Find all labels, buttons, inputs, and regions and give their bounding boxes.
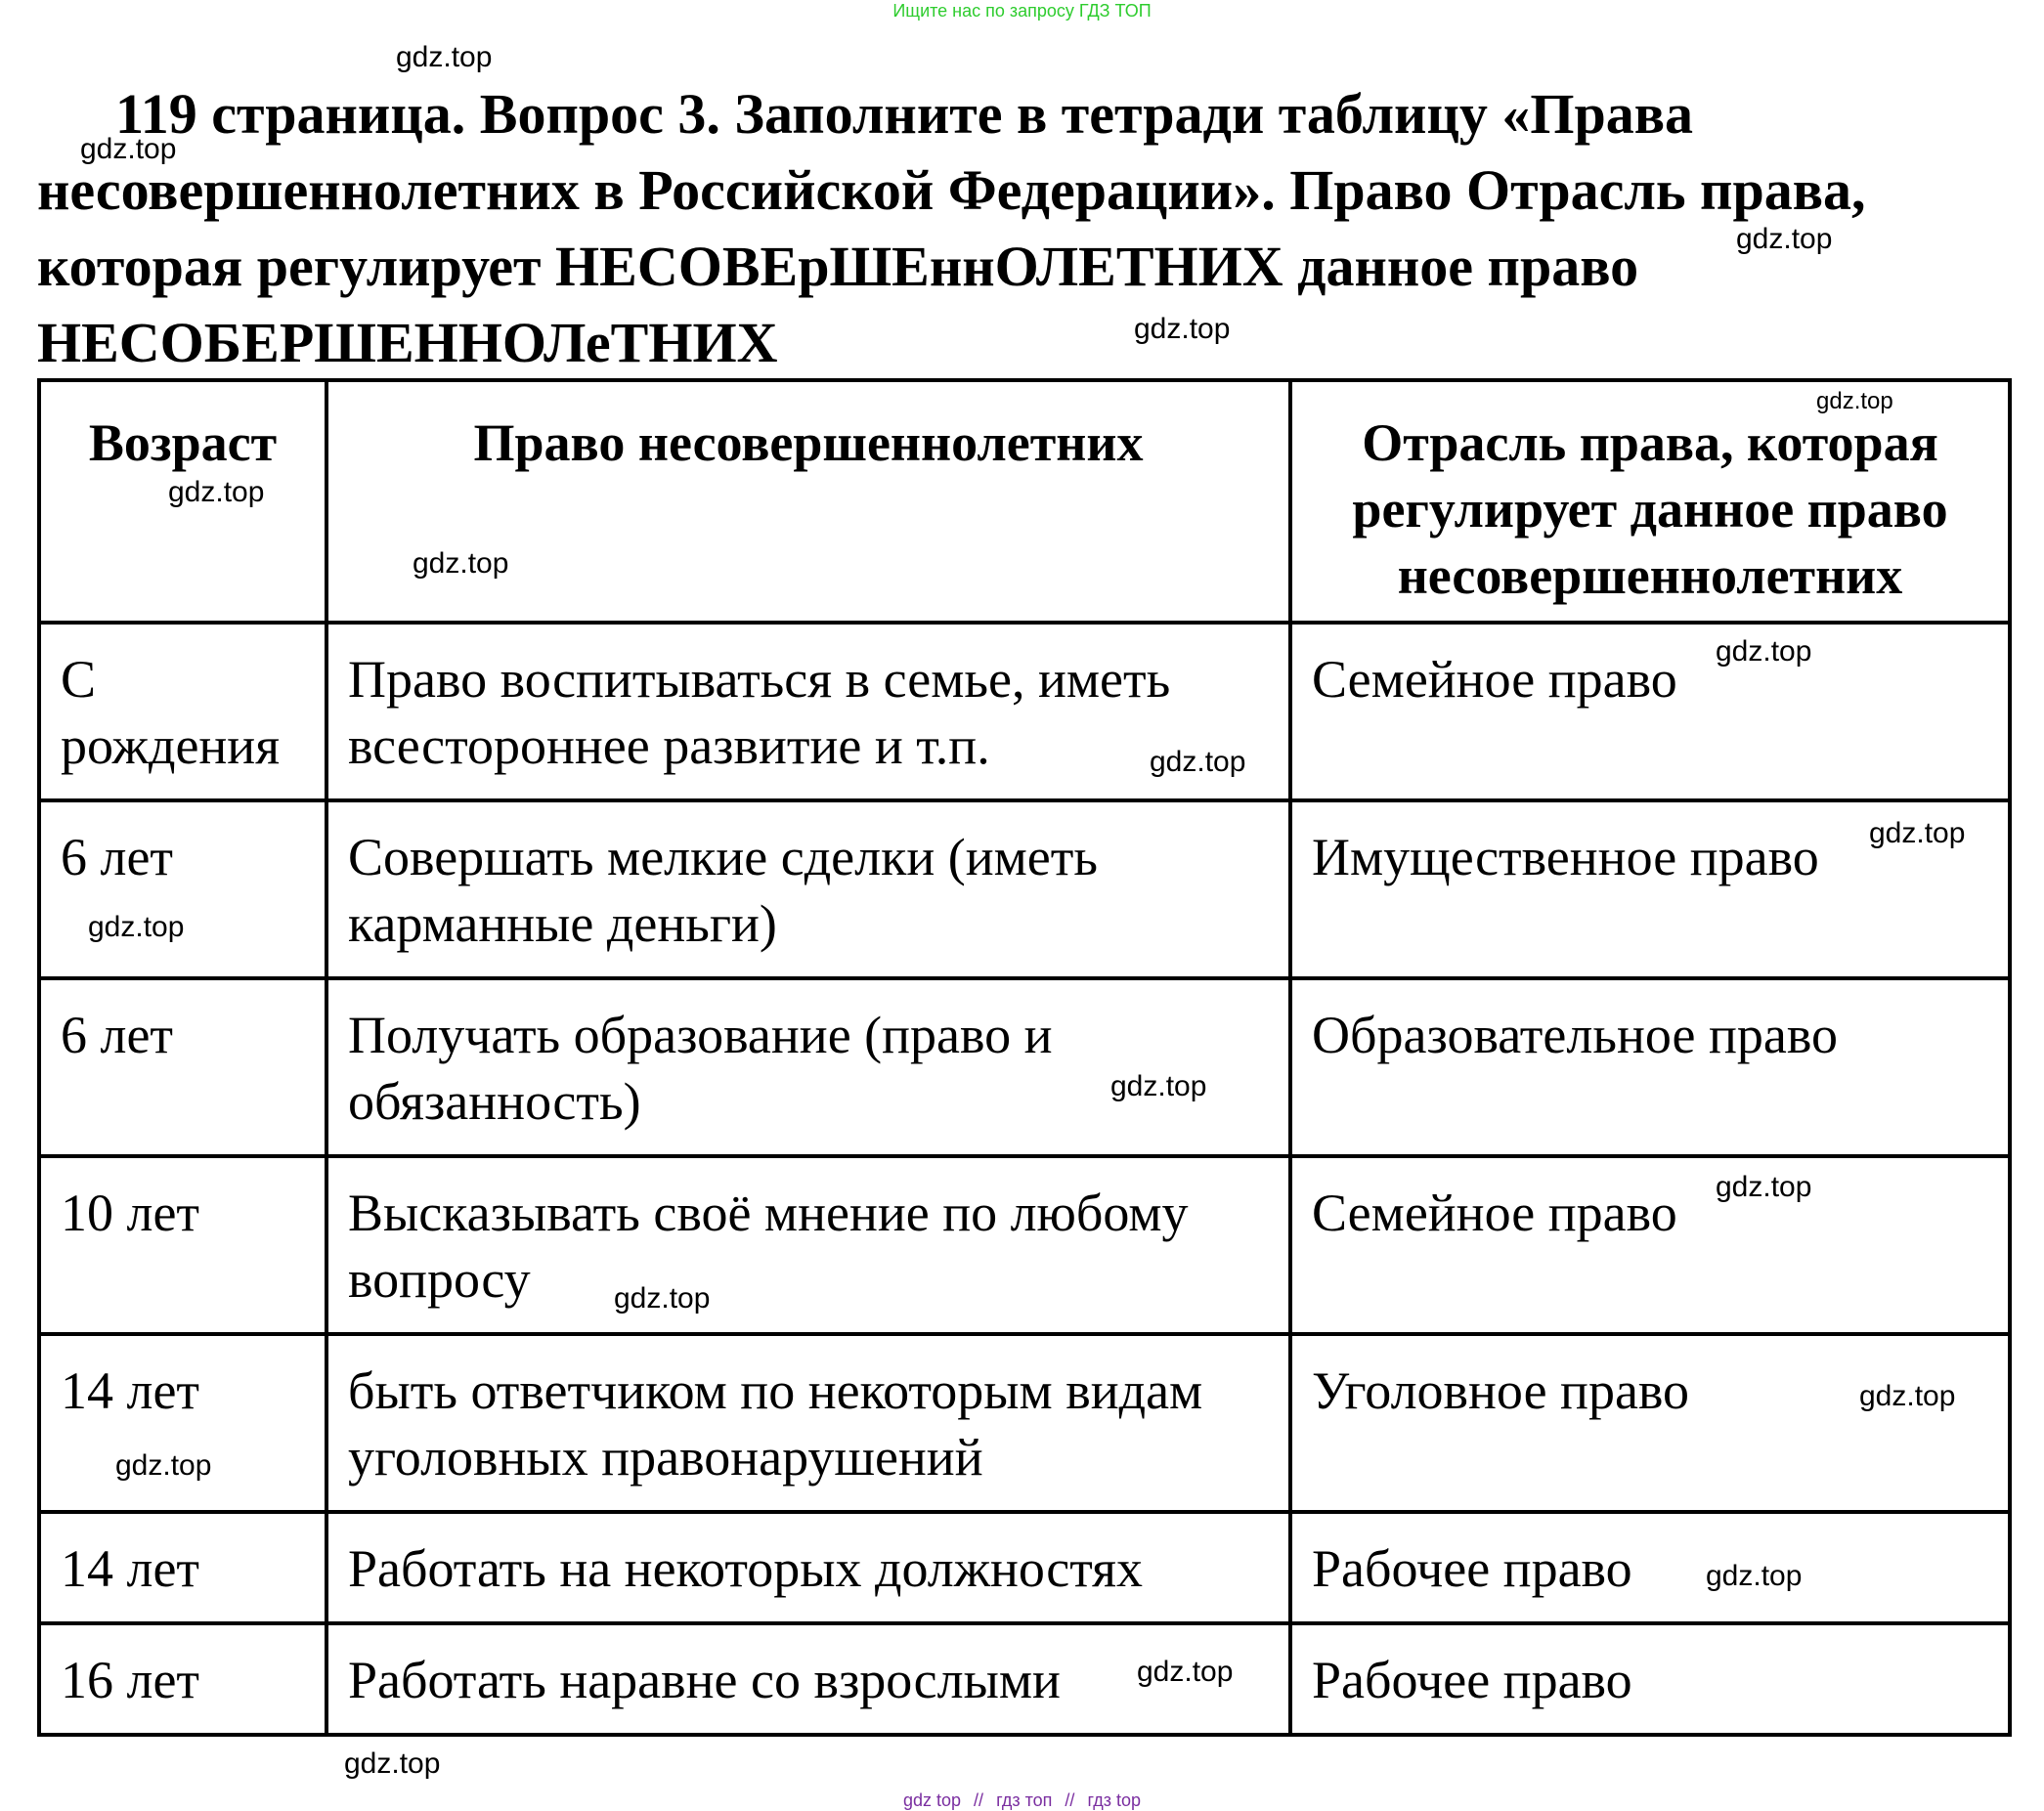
table-row [39,1156,2010,1334]
branch-cell: Рабочее право [1290,1512,2010,1623]
header-branch: Отрасль права, которая регулирует данное право несовершеннолетних [1290,380,2010,623]
right-cell: быть ответчиком по некоторым видам уголовных правонарушений [326,1334,1290,1512]
footer-link[interactable]: gdz top [902,1790,962,1810]
watermark: gdz.top [1736,223,1833,255]
table-header-row [39,380,2010,623]
age-cell: С рождения [39,623,326,800]
table-row [39,1623,2010,1735]
footer-separator: // [1065,1790,1075,1810]
watermark: gdz.top [115,1449,212,1482]
right-cell: Право воспитываться в семье, иметь всестороннее развитие и т.п. [326,623,1290,800]
footer-link[interactable]: гдз топ [996,1790,1053,1810]
watermark: gdz.top [1816,388,1893,414]
watermark: gdz.top [1716,1171,1812,1203]
branch-cell: Имущественное право [1290,800,2010,978]
watermark: gdz.top [396,41,493,73]
age-cell: 14 лет [39,1334,326,1512]
page-title: 119 страница. Вопрос 3. Заполните в тетради таблицу «Права несовершеннолетних в Российской Федерации». Право Отрасль права, которая регулирует НЕСОВЕрШЕннОЛЕТНИХ данное право НЕСОБЕРШЕННОЛеТНИХ [37,82,1866,374]
header-age: Возраст [39,380,326,623]
table-row [39,1334,2010,1512]
watermark: gdz.top [1110,1070,1207,1102]
age-cell: 14 лет [39,1512,326,1623]
age-cell: 10 лет [39,1156,326,1334]
table-row [39,800,2010,978]
watermark: gdz.top [1869,817,1966,849]
top-banner: Ищите нас по запросу ГДЗ ТОП [892,1,1152,21]
age-cell: 6 лет [39,800,326,978]
branch-cell: Семейное право [1290,623,2010,800]
right-cell: Совершать мелкие сделки (иметь карманные деньги) [326,800,1290,978]
watermark: gdz.top [1134,313,1231,345]
right-cell: Работать наравне со взрослыми [326,1623,1290,1735]
watermark: gdz.top [344,1747,441,1780]
branch-cell: Образовательное право [1290,978,2010,1156]
watermark: gdz.top [1706,1560,1803,1592]
watermark: gdz.top [1150,746,1246,778]
watermark: gdz.top [614,1282,711,1315]
footer-separator: // [974,1790,984,1810]
footer-link[interactable]: гдз top [1087,1790,1141,1810]
table-row [39,978,2010,1156]
right-cell: Получать образование (право и обязанность) [326,978,1290,1156]
table-row [39,623,2010,800]
right-cell: Работать на некоторых должностях [326,1512,1290,1623]
watermark: gdz.top [1137,1656,1234,1688]
watermark: gdz.top [1716,635,1812,668]
watermark: gdz.top [168,476,265,508]
age-cell: 16 лет [39,1623,326,1735]
watermark: gdz.top [413,547,509,580]
branch-cell: Семейное право [1290,1156,2010,1334]
age-cell: 6 лет [39,978,326,1156]
rights-table [37,378,2012,1737]
watermark: gdz.top [88,911,185,943]
branch-cell: Рабочее право [1290,1623,2010,1735]
watermark: gdz.top [80,133,177,165]
right-cell: Высказывать своё мнение по любому вопросу [326,1156,1290,1334]
footer-links [0,1790,2044,1811]
branch-cell: Уголовное право [1290,1334,2010,1512]
header-right: Право несовершеннолетних [326,380,1290,623]
watermark: gdz.top [1859,1380,1956,1412]
